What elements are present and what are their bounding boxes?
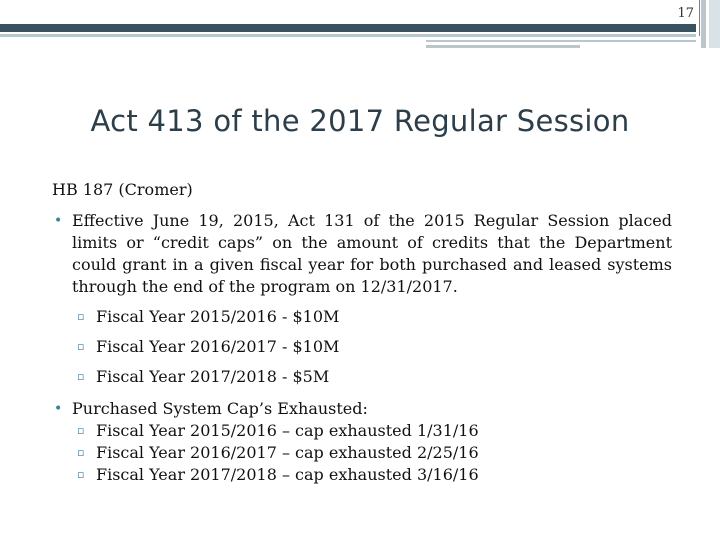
bullet-icon: •: [54, 401, 63, 417]
sub-item-text: Fiscal Year 2015/2016 – cap exhausted 1/31/16: [96, 421, 479, 440]
header-divider-line: [699, 0, 700, 36]
sub-bullet-icon: ▫: [77, 424, 85, 437]
header-accent-line: [426, 40, 696, 42]
sub-item-text: Fiscal Year 2016/2017 - $10M: [96, 337, 340, 356]
header-vertical-accent-light: [709, 0, 720, 48]
sub-item: [52, 420, 672, 442]
sub-item-text: Fiscal Year 2017/2018 – cap exhausted 3/16/16: [96, 465, 479, 484]
sub-bullet-icon: ▫: [77, 310, 85, 323]
sub-bullet-icon: ▫: [77, 446, 85, 459]
bullet-icon: •: [54, 213, 63, 229]
sub-item-text: Fiscal Year 2017/2018 - $5M: [96, 367, 330, 386]
sub-item-text: Fiscal Year 2016/2017 – cap exhausted 2/25/16: [96, 443, 479, 462]
bullet-text: Effective June 19, 2015, Act 131 of the 2015 Regular Session placed limits or “credit caps” on the amount of credits that the Department could grant in a given fiscal year for both purchased and leased systems through the end of the program on 12/31/2017.: [72, 211, 672, 296]
header-accent-bar: [0, 34, 696, 37]
slide-title: Act 413 of the 2017 Regular Session: [90, 104, 630, 138]
sub-item: [52, 336, 672, 358]
sub-bullet-icon: ▫: [77, 370, 85, 383]
sub-bullet-icon: ▫: [77, 468, 85, 481]
sub-item-text: Fiscal Year 2015/2016 - $10M: [96, 307, 340, 326]
bill-reference: HB 187 (Cromer): [52, 180, 193, 199]
sub-bullet-icon: ▫: [77, 340, 85, 353]
header-accent-line-short: [426, 45, 580, 48]
bullet-item: [52, 398, 672, 420]
slide-content: [52, 210, 672, 486]
sub-item: [52, 464, 672, 486]
slide-number: 17: [677, 6, 694, 21]
header-vertical-accent: [701, 0, 706, 48]
bullet-item: [52, 210, 672, 298]
sub-item: [52, 366, 672, 388]
bullet-text: Purchased System Cap’s Exhausted:: [72, 399, 368, 418]
sub-item: [52, 306, 672, 328]
sub-item: [52, 442, 672, 464]
header-bar: [0, 24, 696, 32]
